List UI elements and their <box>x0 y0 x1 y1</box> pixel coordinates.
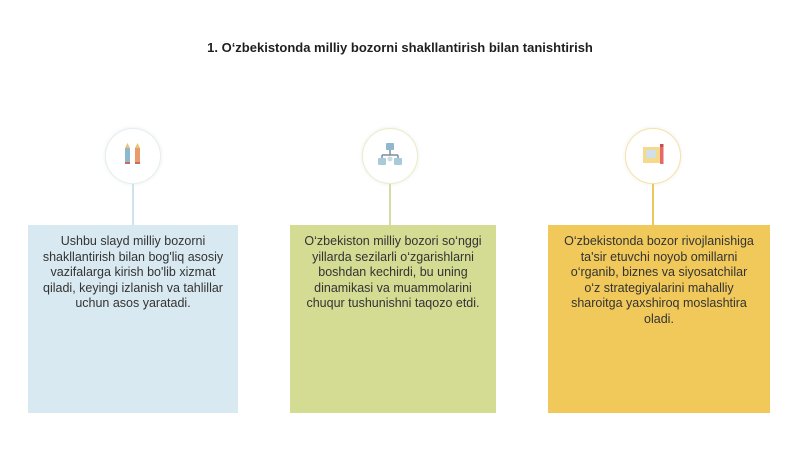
card-3-text: O‘zbekistonda bozor rivojlanishiga ta'sir etuvchi noyob omillarni o‘rganib, biznes va siyosatchilar o‘z strategiyalarini mahalliy sharoitga yaxshiroq moslashtira oladi. <box>564 234 754 326</box>
icon-circle-2 <box>362 128 418 184</box>
card-1 <box>28 225 238 413</box>
page-title: 1. O‘zbekistonda milliy bozorni shakllantirish bilan tanishtirish <box>207 40 593 55</box>
connector-line-1 <box>132 184 134 226</box>
network-icon <box>376 140 404 173</box>
icon-circle-3 <box>625 128 681 184</box>
connector-line-3 <box>652 184 654 226</box>
document-icon <box>639 140 667 173</box>
card-3 <box>548 225 770 413</box>
connector-line-2 <box>389 184 391 226</box>
card-1-text: Ushbu slayd milliy bozorni shakllantirish bilan bog'liq asosiy vazifalarga kirish bo'lib xizmat qiladi, keyingi izlanish va tahlillar uchun asos yaratadi. <box>42 234 224 310</box>
pencils-icon <box>120 140 146 173</box>
card-2-text: O‘zbekiston milliy bozori so‘nggi yillarda sezilarli o‘zgarishlarni boshdan kechirdi, bu uning dinamikasi va muammolarini chuqur tushunishni taqozo etdi. <box>304 234 482 310</box>
card-2 <box>290 225 496 413</box>
icon-circle-1 <box>105 128 161 184</box>
